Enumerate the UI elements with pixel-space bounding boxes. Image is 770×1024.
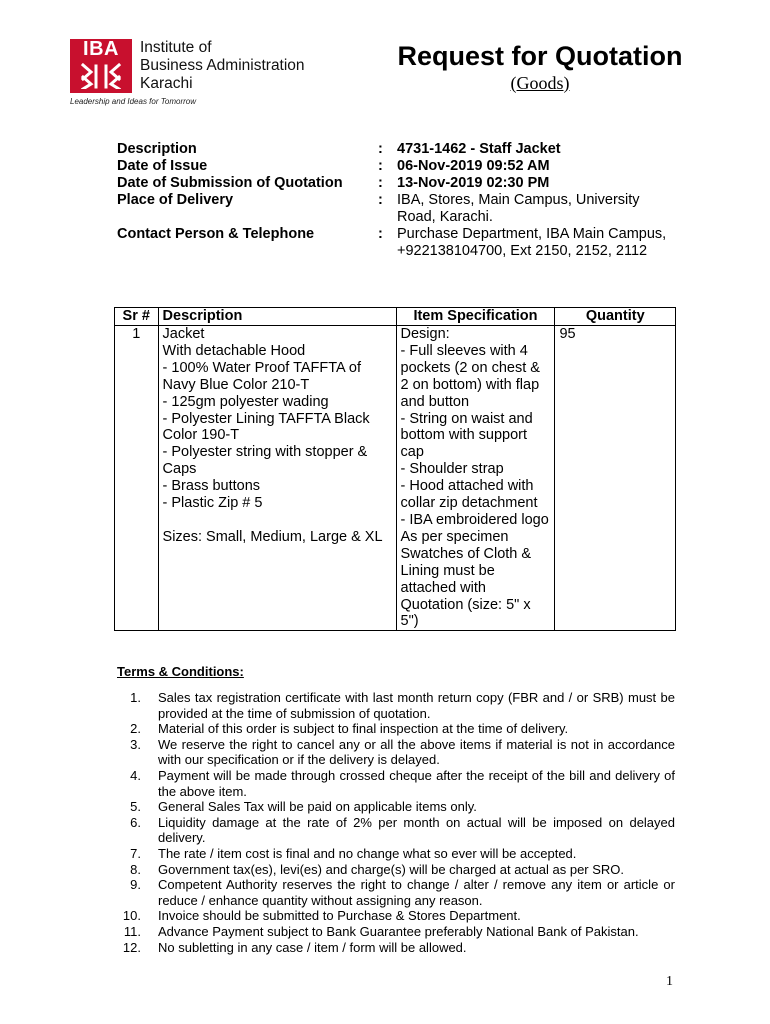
- contact-colon: :: [378, 226, 383, 242]
- term-text: Advance Payment subject to Bank Guarantee preferably National Bank of Pakistan.: [158, 923, 639, 939]
- term-text: Liquidity damage at the rate of 2% per month on actual will be imposed on delayed delivery.: [158, 814, 675, 846]
- contact-value: Purchase Department, IBA Main Campus, +922138104700, Ext 2150, 2152, 2112: [397, 226, 667, 259]
- submission-date-label: Date of Submission of Quotation: [117, 175, 343, 191]
- term-number: 5.: [130, 799, 141, 815]
- issue-date-colon: :: [378, 158, 383, 174]
- term-text: Government tax(es), levi(es) and charge(s) will be charged at actual as per SRO.: [158, 861, 625, 877]
- term-item: [117, 799, 675, 815]
- term-item: [117, 846, 675, 862]
- terms-title: Terms & Conditions:: [117, 664, 244, 679]
- contact-label: Contact Person & Telephone: [117, 226, 315, 242]
- term-text: Invoice should be submitted to Purchase & Stores Department.: [158, 908, 521, 924]
- header-description: Description: [158, 308, 396, 326]
- iba-logo: [70, 39, 340, 107]
- institute-name-line-3: Karachi: [140, 75, 193, 92]
- logo-box-text: IBA: [83, 38, 119, 60]
- term-number: 6.: [130, 814, 141, 830]
- term-number: 8.: [130, 861, 141, 877]
- delivery-place-label: Place of Delivery: [117, 192, 234, 208]
- row-item-specification: Design: - Full sleeves with 4 pockets (2 on chest & 2 on bottom) with flap and button - String on waist and bottom with support cap - Shoulder strap - Hood attached with collar zip detachment - IBA embroidered logo As per specimen Swatches of Cloth & Lining must be attached with Quotation (size: 5" x 5"): [396, 326, 555, 631]
- page-title: Request for Quotation: [397, 41, 683, 71]
- term-number: 11.: [123, 923, 141, 939]
- header-item-specification: Item Specification: [396, 308, 555, 326]
- description-label: Description: [117, 141, 197, 157]
- term-number: 1.: [130, 690, 141, 705]
- term-text: The rate / item cost is final and no change what so ever will be accepted.: [158, 845, 577, 861]
- description-value: 4731-1462 - Staff Jacket: [397, 141, 561, 157]
- delivery-place-colon: :: [378, 192, 383, 208]
- term-item: [117, 768, 675, 799]
- submission-date-colon: :: [378, 175, 383, 191]
- term-item: [117, 908, 675, 924]
- term-text: Competent Authority reserves the right to change / alter / remove any item or article or reduce / enhance quantity without assigning any reason.: [158, 877, 675, 908]
- term-text: General Sales Tax will be paid on applicable items only.: [158, 799, 477, 815]
- term-item: [117, 924, 675, 940]
- term-number: 10.: [122, 908, 141, 924]
- term-number: 9.: [130, 877, 141, 893]
- term-number: 12.: [122, 939, 141, 955]
- row-sr: 1: [115, 326, 159, 631]
- items-table: [114, 307, 676, 631]
- term-item: [117, 815, 675, 846]
- term-item: [117, 877, 675, 908]
- term-text: Material of this order is subject to final inspection at the time of delivery.: [158, 721, 569, 737]
- table-row: [115, 326, 676, 631]
- issue-date-value: 06-Nov-2019 09:52 AM: [397, 158, 550, 174]
- iba-emblem-icon: [80, 63, 122, 89]
- term-text: We reserve the right to cancel any or all the above items if material is not in accordance with our specification or if the delivery is delayed.: [158, 736, 675, 768]
- row-quantity: 95: [555, 326, 676, 631]
- term-text: Sales tax registration certificate with last month return copy (FBR and / or SRB) must be provided at the time of submission of quotation.: [158, 690, 675, 721]
- term-text: No subletting in any case / item / form will be allowed.: [158, 939, 467, 955]
- term-text: Payment will be made through crossed cheque after the receipt of the bill and delivery of the above item.: [158, 767, 675, 799]
- term-number: 4.: [130, 767, 141, 783]
- delivery-place-value: IBA, Stores, Main Campus, University Road, Karachi.: [397, 192, 640, 225]
- page-number: 1: [666, 974, 673, 989]
- term-number: 2.: [130, 721, 141, 737]
- term-number: 3.: [130, 736, 141, 752]
- term-item: [117, 940, 675, 956]
- description-colon: :: [378, 141, 383, 157]
- term-item: [117, 690, 675, 721]
- table-header-row: [115, 308, 676, 326]
- row-description: Jacket With detachable Hood - 100% Water Proof TAFFTA of Navy Blue Color 210-T - 125gm polyester wading - Polyester Lining TAFFTA Black Color 190-T - Polyester string with stopper & Caps - Brass buttons - Plastic Zip # 5 Sizes: Small, Medium, Large & XL: [158, 326, 396, 631]
- institute-name: [140, 39, 305, 93]
- header-sr: Sr #: [115, 308, 159, 326]
- terms-list: [117, 690, 675, 955]
- term-item: [117, 862, 675, 878]
- institute-name-line-1: Institute of: [140, 39, 212, 56]
- institute-name-line-2: Business Administration: [140, 57, 305, 74]
- issue-date-label: Date of Issue: [117, 158, 208, 174]
- iba-logo-mark: [70, 39, 132, 93]
- term-item: [117, 721, 675, 737]
- term-item: [117, 737, 675, 768]
- header-quantity: Quantity: [555, 308, 676, 326]
- submission-date-value: 13-Nov-2019 02:30 PM: [397, 175, 550, 191]
- term-number: 7.: [130, 845, 141, 861]
- page-subtitle: (Goods): [510, 73, 570, 93]
- institute-tagline: Leadership and Ideas for Tomorrow: [70, 97, 196, 106]
